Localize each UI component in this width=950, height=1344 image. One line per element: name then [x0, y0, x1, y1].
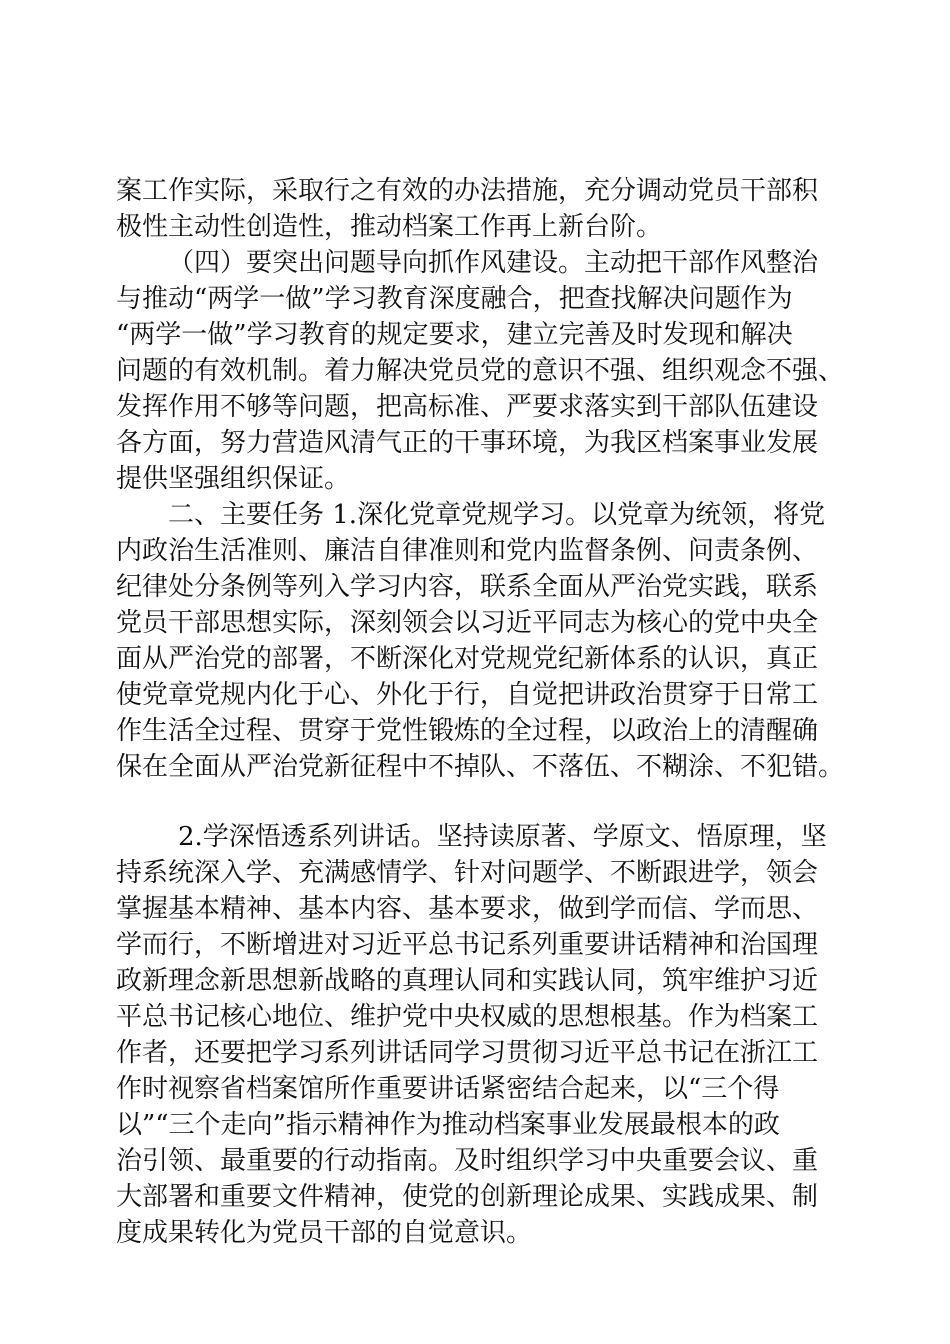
- text-line: 与推动“两学一做”学习教育深度融合，把查找解决问题作为: [116, 284, 793, 314]
- text-line: 各方面，努力营造风清气正的干事环境，为我区档案事业发展: [116, 428, 819, 458]
- text-line: 二、主要任务 1.深化党章党规学习。以党章为统领，将党: [168, 500, 826, 530]
- text-line: 内政治生活准则、廉洁自律准则和党内监督条例、问责条例、: [116, 536, 819, 566]
- text-line: 平总书记核心地位、维护党中央权威的思想根基。作为档案工: [116, 1002, 819, 1032]
- text-line: 持系统深入学、充满感情学、针对问题学、不断跟进学，领会: [116, 858, 819, 888]
- text-line: 保在全面从严治党新征程中不掉队、不落伍、不糊涂、不犯错。: [116, 752, 845, 782]
- text-line: 2.学深悟透系列讲话。坚持读原著、学原文、悟原理，坚: [178, 822, 827, 852]
- text-line: 发挥作用不够等问题，把高标准、严要求落实到干部队伍建设: [116, 392, 819, 422]
- text-line: 提供坚强组织保证。: [116, 464, 351, 494]
- text-line: 度成果转化为党员干部的自觉意识。: [116, 1218, 533, 1248]
- text-line: 党员干部思想实际，深刻领会以习近平同志为核心的党中央全: [116, 608, 819, 638]
- text-line: 极性主动性创造性，推动档案工作再上新台阶。: [116, 212, 663, 242]
- text-line: 治引领、最重要的行动指南。及时组织学习中央重要会议、重: [116, 1146, 819, 1176]
- text-line: 问题的有效机制。着力解决党员党的意识不强、组织观念不强、: [116, 356, 845, 386]
- text-line: （四）要突出问题导向抓作风建设。主动把干部作风整治: [168, 248, 819, 278]
- text-line: 作生活全过程、贯穿于党性锻炼的全过程，以政治上的清醒确: [116, 716, 819, 746]
- text-line: 大部署和重要文件精神，使党的创新理论成果、实践成果、制: [116, 1182, 819, 1212]
- text-line: 作者，还要把学习系列讲话同学习贯彻习近平总书记在浙江工: [116, 1038, 819, 1068]
- text-line: 作时视察省档案馆所作重要讲话紧密结合起来，以“三个得: [116, 1074, 780, 1104]
- text-line: “两学一做”学习教育的规定要求，建立完善及时发现和解决: [116, 320, 793, 350]
- text-line: 以”“三个走向”指示精神作为推动档案事业发展最根本的政: [116, 1110, 780, 1140]
- text-line: 纪律处分条例等列入学习内容，联系全面从严治党实践，联系: [116, 572, 819, 602]
- text-line: 掌握基本精神、基本内容、基本要求，做到学而信、学而思、: [116, 894, 819, 924]
- text-line: 学而行，不断增进对习近平总书记系列重要讲话精神和治国理: [116, 930, 819, 960]
- text-line: 面从严治党的部署，不断深化对党规党纪新体系的认识，真正: [116, 644, 819, 674]
- text-line: 案工作实际，采取行之有效的办法措施，充分调动党员干部积: [116, 176, 819, 206]
- text-line: 政新理念新思想新战略的真理认同和实践认同，筑牢维护习近: [116, 966, 819, 996]
- text-line: 使党章党规内化于心、外化于行，自觉把讲政治贯穿于日常工: [116, 680, 819, 710]
